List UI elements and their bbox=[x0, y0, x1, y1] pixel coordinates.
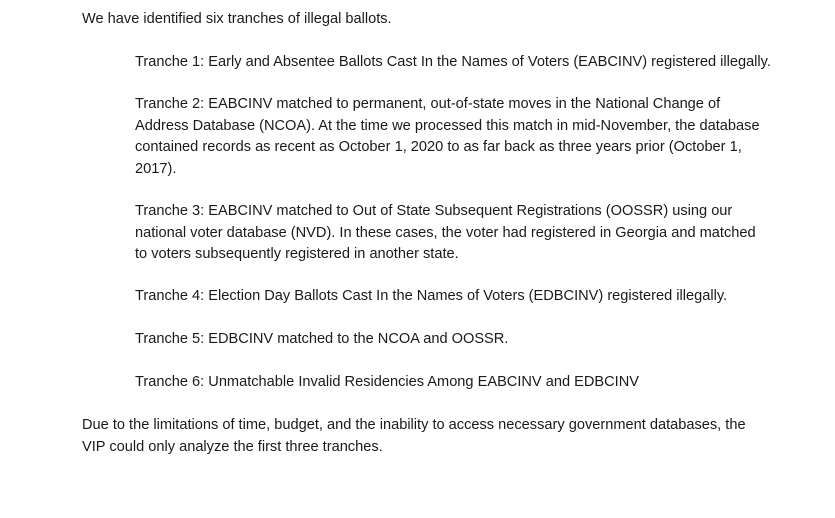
intro-line: We have identified six tranches of illegal ballots. bbox=[82, 11, 392, 27]
tranche-2-line-3: contained records as recent as October 1, 2020 to as far back as three years prior (October 1, bbox=[135, 139, 742, 155]
tranche-6-line-1: Tranche 6: Unmatchable Invalid Residencies Among EABCINV and EDBCINV bbox=[135, 374, 639, 390]
intro-paragraph bbox=[82, 9, 392, 31]
tranche-6-paragraph bbox=[135, 372, 639, 394]
tranche-1-paragraph bbox=[135, 52, 771, 74]
conclusion-paragraph bbox=[82, 415, 746, 458]
tranche-3-line-3: to voters subsequently registered in another state. bbox=[135, 246, 459, 262]
tranche-2-line-1: Tranche 2: EABCINV matched to permanent, out-of-state moves in the National Change of bbox=[135, 96, 721, 112]
conclusion-line-1: Due to the limitations of time, budget, and the inability to access necessary government databases, the bbox=[82, 417, 746, 433]
tranche-2-line-2: Address Database (NCOA). At the time we processed this match in mid-November, the database bbox=[135, 117, 760, 134]
tranche-3-paragraph bbox=[135, 201, 756, 266]
tranche-1-line-1: Tranche 1: Early and Absentee Ballots Cast In the Names of Voters (EABCINV) registered illegally. bbox=[135, 54, 771, 70]
tranche-2-paragraph bbox=[135, 94, 760, 180]
tranche-3-line-2: national voter database (NVD). In these cases, the voter had registered in Georgia and matched bbox=[135, 224, 756, 241]
tranche-5-line-1: Tranche 5: EDBCINV matched to the NCOA and OOSSR. bbox=[135, 331, 509, 347]
tranche-3-line-1: Tranche 3: EABCINV matched to Out of State Subsequent Registrations (OOSSR) using our bbox=[135, 203, 733, 219]
tranche-2-line-4: 2017). bbox=[135, 160, 177, 177]
conclusion-line-2: VIP could only analyze the first three tranches. bbox=[82, 438, 383, 455]
tranche-4-line-1: Tranche 4: Election Day Ballots Cast In the Names of Voters (EDBCINV) registered illegally. bbox=[135, 288, 728, 304]
tranche-4-paragraph bbox=[135, 286, 727, 308]
tranche-5-paragraph bbox=[135, 329, 508, 351]
